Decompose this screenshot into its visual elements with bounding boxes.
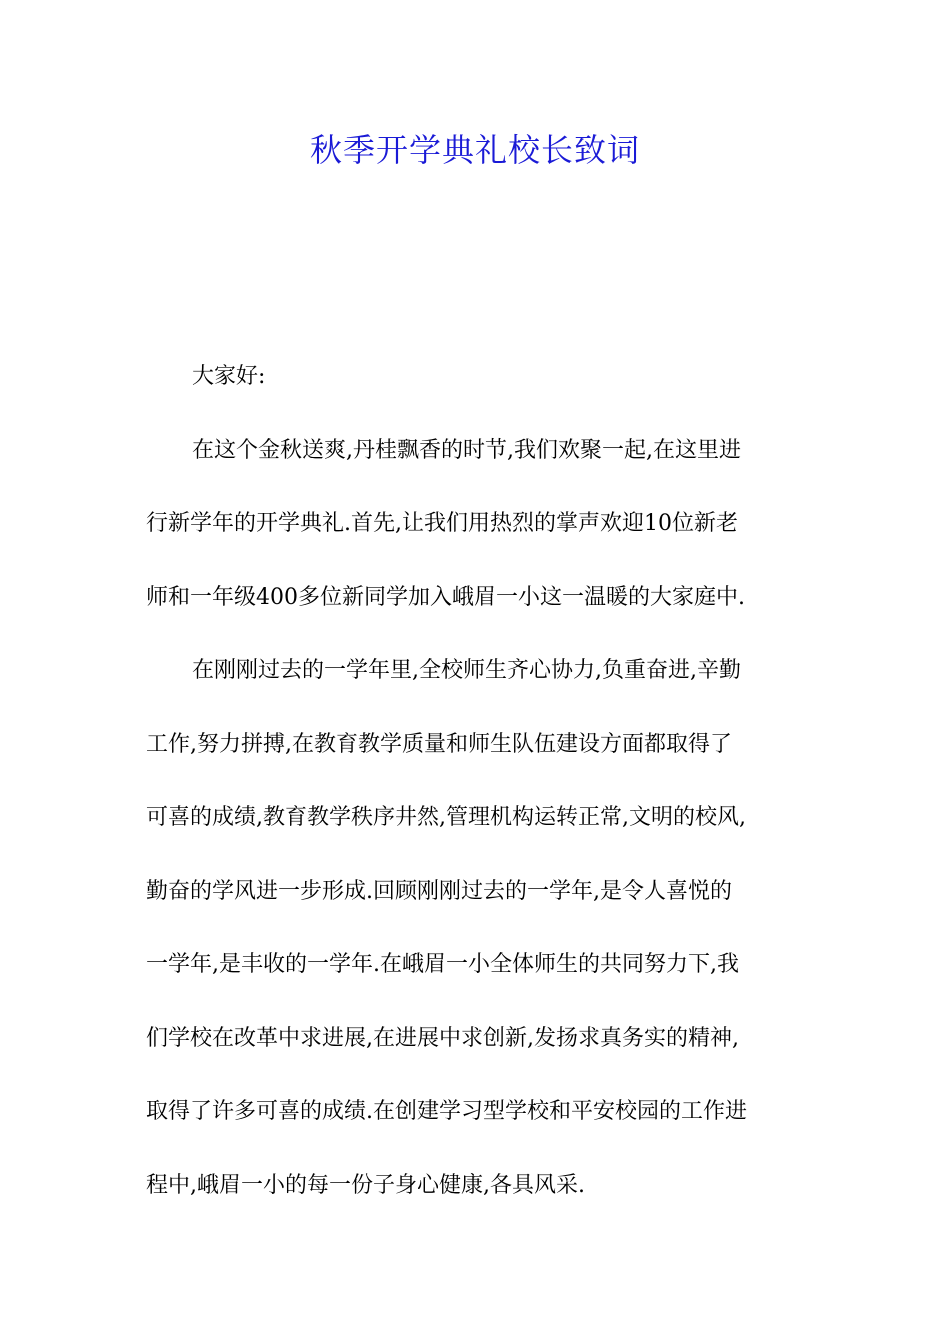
document-body [146,340,816,1222]
paragraph-1-line-2: 行新学年的开学典礼.首先,让我们用热烈的掌声欢迎10位新老 [146,511,738,536]
paragraph-2-line-8: 程中,峨眉一小的每一份子身心健康,各具风采. [146,1172,585,1198]
greeting-line: 大家好: [192,364,266,389]
paragraph-2-line-6: 们学校在改革中求进展,在进展中求创新,发扬求真务实的精神, [146,1025,739,1051]
paragraph-2-line-3: 可喜的成绩,教育教学秩序井然,管理机构运转正常,文明的校风, [146,805,746,830]
paragraph-2-line-7: 取得了许多可喜的成绩.在创建学习型学校和平安校园的工作进 [146,1099,747,1124]
paragraph-2-line-1: 在刚刚过去的一学年里,全校师生齐心协力,负重奋进,辛勤 [192,658,741,683]
paragraph-2-line-5: 一学年,是丰收的一学年.在峨眉一小全体师生的共同努力下,我 [146,952,739,977]
paragraph-2-line-2: 工作,努力拼搏,在教育教学质量和师生队伍建设方面都取得了 [146,731,732,757]
paragraph-1-line-1: 在这个金秋送爽,丹桂飘香的时节,我们欢聚一起,在这里进 [192,437,741,463]
paragraph-2-line-4: 勤奋的学风进一步形成.回顾刚刚过去的一学年,是令人喜悦的 [146,878,732,904]
document-title: 秋季开学典礼校长致词 [309,131,640,169]
paragraph-1-line-3: 师和一年级400多位新同学加入峨眉一小这一温暖的大家庭中. [146,584,745,610]
